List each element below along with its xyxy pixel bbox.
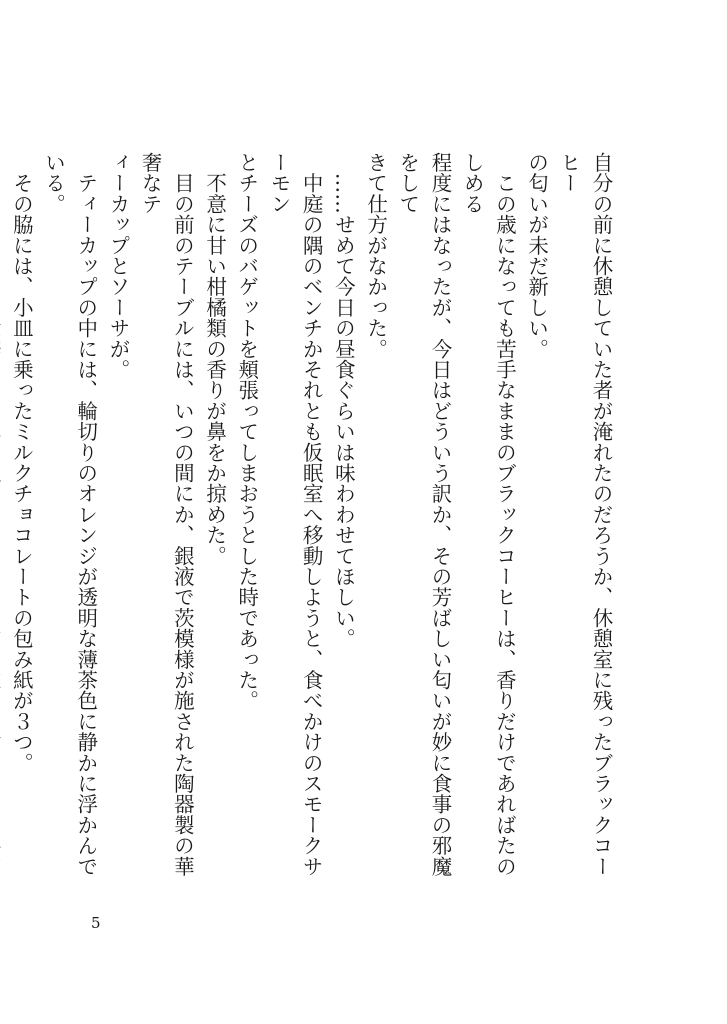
text-line: 中庭の隅のベンチかそれとも仮眠室へ移動しようと、食べかけのスモークサーモン <box>266 152 324 877</box>
text-line: の匂いが未だ新しい。 <box>524 152 549 359</box>
text-line: 自分の前に休憩していた者が淹れたのだろうか、休憩室に残ったブラックコーヒー <box>556 152 613 877</box>
text-line: 不意に甘い柑橘類の香りが鼻をか掠めた。 <box>202 152 227 566</box>
text-line: ……せめて今日の昼食ぐらいは味わわせてほしい。 <box>331 152 356 649</box>
text-line: ィーカップとソーサが。 <box>105 152 130 380</box>
text-line: この歳になっても苦手なままのブラックコーヒーは、香りだけであればたのしめる <box>460 152 517 877</box>
body-text <box>9 152 617 892</box>
text-line: 程度にはなったが、今日はどういう訳か、その芳ばしい匂いが妙に食事の邪魔をして <box>395 152 452 877</box>
page-number: 5 <box>91 914 101 932</box>
text-line <box>0 152 5 892</box>
text-line: ティーカップの中には、輪切りのオレンジが透明な薄茶色に静かに浮かんでいる。 <box>41 152 98 877</box>
text-line: とチーズのバゲットを頬張ってしまおうとした時であった。 <box>234 152 259 711</box>
text-line: 目の前のテーブルには、いつの間にか、銀液で茨模様が施された陶器製の華奢なテ <box>138 152 195 877</box>
text-line: その脇には、小皿に乗ったミルクチョコレートの包み紙が３つ。 <box>9 152 34 773</box>
text-line: きて仕方がなかった。 <box>363 152 388 359</box>
